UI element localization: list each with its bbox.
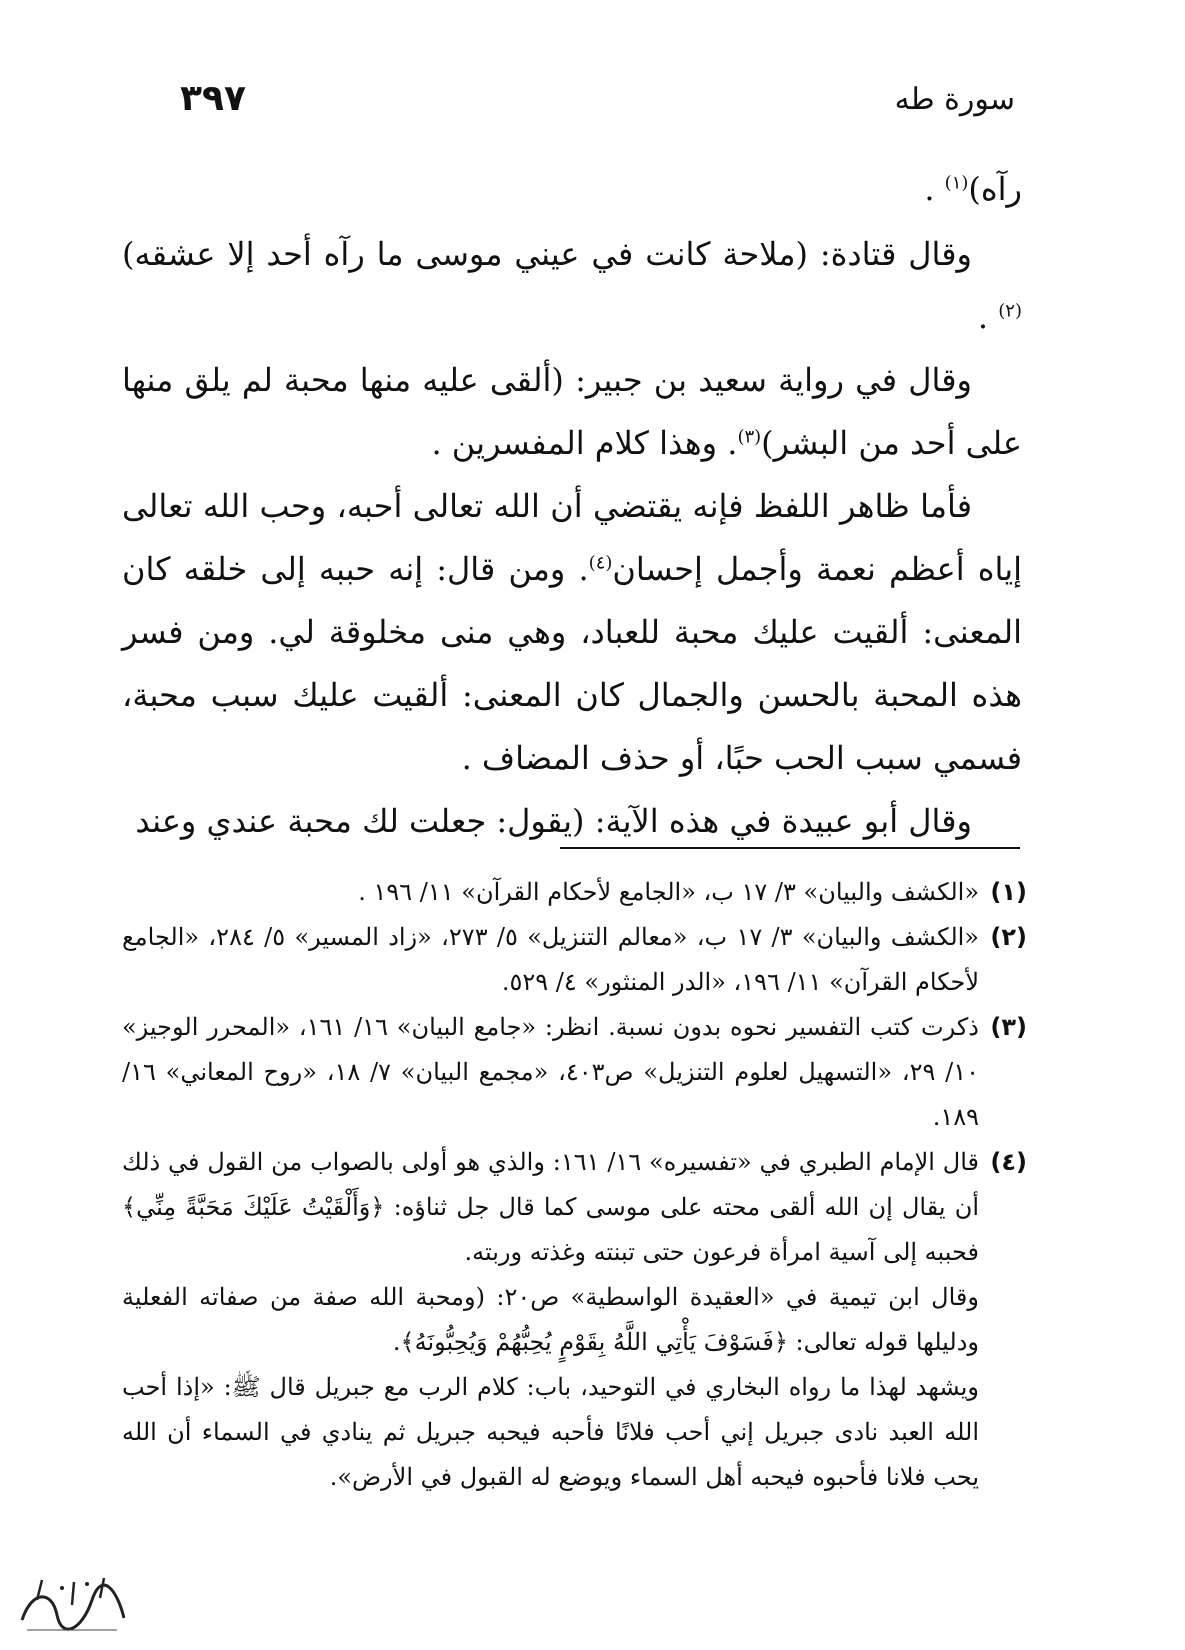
- library-stamp-logo: [12, 1570, 132, 1640]
- footnote-text: [122, 1140, 979, 1500]
- text-segment: فأما ظاهر اللفظ فإنه يقتضي أن الله تعالى أحبه، وحب الله تعالى إياه أعظم نعمة وأجمل إحسان: [122, 487, 1023, 588]
- footnote: [122, 1005, 1027, 1140]
- footnote-divider: [560, 847, 1020, 849]
- paragraph-saeed: [122, 349, 1022, 475]
- paragraph-abu-ubaida: [122, 790, 1022, 853]
- footnote-number: (١): [990, 878, 1027, 906]
- footnote-ref-2: (٢): [998, 300, 1022, 322]
- text-segment: . وهذا كلام المفسرين .: [431, 424, 738, 462]
- footnote-line: قال الإمام الطبري في «تفسيره» ١٦/ ١٦١: والذي هو أولى بالصواب من القول في ذلك أن يقال إن الله ألقى محته على موسى كما قال جل ثناؤه: ﴿وَأَلْقَيْتُ عَلَيْكَ مَحَبَّةً مِنِّي﴾ فحببه إلى آسية امرأة فرعون حتى تبنته وغذته وربته.: [122, 1148, 979, 1266]
- footnote: [122, 1140, 1027, 1500]
- text-segment: وقال في رواية سعيد بن جبير: (ألقى عليه منها محبة لم يلق منها على أحد من البشر): [122, 361, 1022, 462]
- footnote-text: [122, 915, 979, 1005]
- footnote-line: ذكرت كتب التفسير نحوه بدون نسبة. انظر: «جامع البيان» ١٦/ ١٦١، «المحرر الوجيز» ١٠/ ٢٩، «التسهيل لعلوم التنزيل» ص٤٠٣، «مجمع البيان» ٧/ ١٨، «روح المعاني» ١٦/ ١٨٩.: [122, 1013, 979, 1131]
- text-segment: وقال قتادة: (ملاحة كانت في عيني موسى ما رآه أحد إلا عشقه): [122, 235, 973, 273]
- footnote-text: [122, 870, 979, 915]
- text-segment: .: [924, 170, 945, 208]
- paragraph-continuation: [122, 158, 1022, 221]
- footnote-line: «الكشف والبيان» ٣/ ١٧ ب، «معالم التنزيل» ٥/ ٢٧٣، «زاد المسير» ٥/ ٢٨٤، «الجامع لأحكام القرآن» ١١/ ١٩٦، «الدر المنثور» ٤/ ٥٢٩.: [122, 923, 979, 996]
- footnote-ref-1: (١): [944, 172, 969, 194]
- page-number: ٣٩٧: [180, 78, 246, 119]
- footnote-number: (٣): [990, 1013, 1027, 1041]
- running-title: سورة طه: [894, 82, 1015, 117]
- footnote-ref-3: (٣): [737, 426, 762, 448]
- main-text: [122, 158, 1022, 853]
- page-header: [180, 78, 1015, 128]
- text-segment: . ومن قال: إنه حببه إلى خلقه كان المعنى: ألقيت عليك محبة للعباد، وهي منى مخلوقة لي. ومن فسر هذه المحبة بالحسن والجمال كان المعنى: ألقيت عليك سبب محبة، فسمي سبب الحب حبًا، أو حذف المضاف .: [122, 550, 1022, 777]
- paragraph-zahir: [122, 475, 1022, 790]
- footnote-line: ويشهد لهذا ما رواه البخاري في التوحيد، باب: كلام الرب مع جبريل قال ﷺ: «إذا أحب الله العبد نادى جبريل إني أحب فلانًا فأحبه فيحبه جبريل ثم ينادي في السماء أن الله يحب فلانا فأحبوه فيحبه أهل السماء ويوضع له القبول في الأرض».: [122, 1373, 979, 1491]
- footnote-number: (٢): [990, 923, 1027, 951]
- paragraph-qatada: [122, 223, 1022, 349]
- footnote-number: (٤): [990, 1148, 1027, 1176]
- footnote-text: [122, 1005, 979, 1140]
- footnote: [122, 870, 1027, 915]
- footnote-line: «الكشف والبيان» ٣/ ١٧ ب، «الجامع لأحكام القرآن» ١١/ ١٩٦ .: [358, 878, 979, 906]
- footnotes: [122, 870, 1027, 1500]
- text-segment: رآه): [968, 170, 1022, 208]
- footnote: [122, 915, 1027, 1005]
- text-segment: .: [977, 298, 999, 336]
- footnote-ref-4: (٤): [588, 552, 613, 574]
- footnote-line: وقال ابن تيمية في «العقيدة الواسطية» ص٢٠: (ومحبة الله صفة من صفاته الفعلية ودليلها قوله تعالى: ﴿فَسَوْفَ يَأْتِي اللَّهُ بِقَوْمٍ يُحِبُّهُمْ وَيُحِبُّونَهُ﴾.: [122, 1283, 979, 1356]
- text-segment: وقال أبو عبيدة في هذه الآية: (يقول: جعلت لك محبة عندي وعند: [135, 802, 972, 840]
